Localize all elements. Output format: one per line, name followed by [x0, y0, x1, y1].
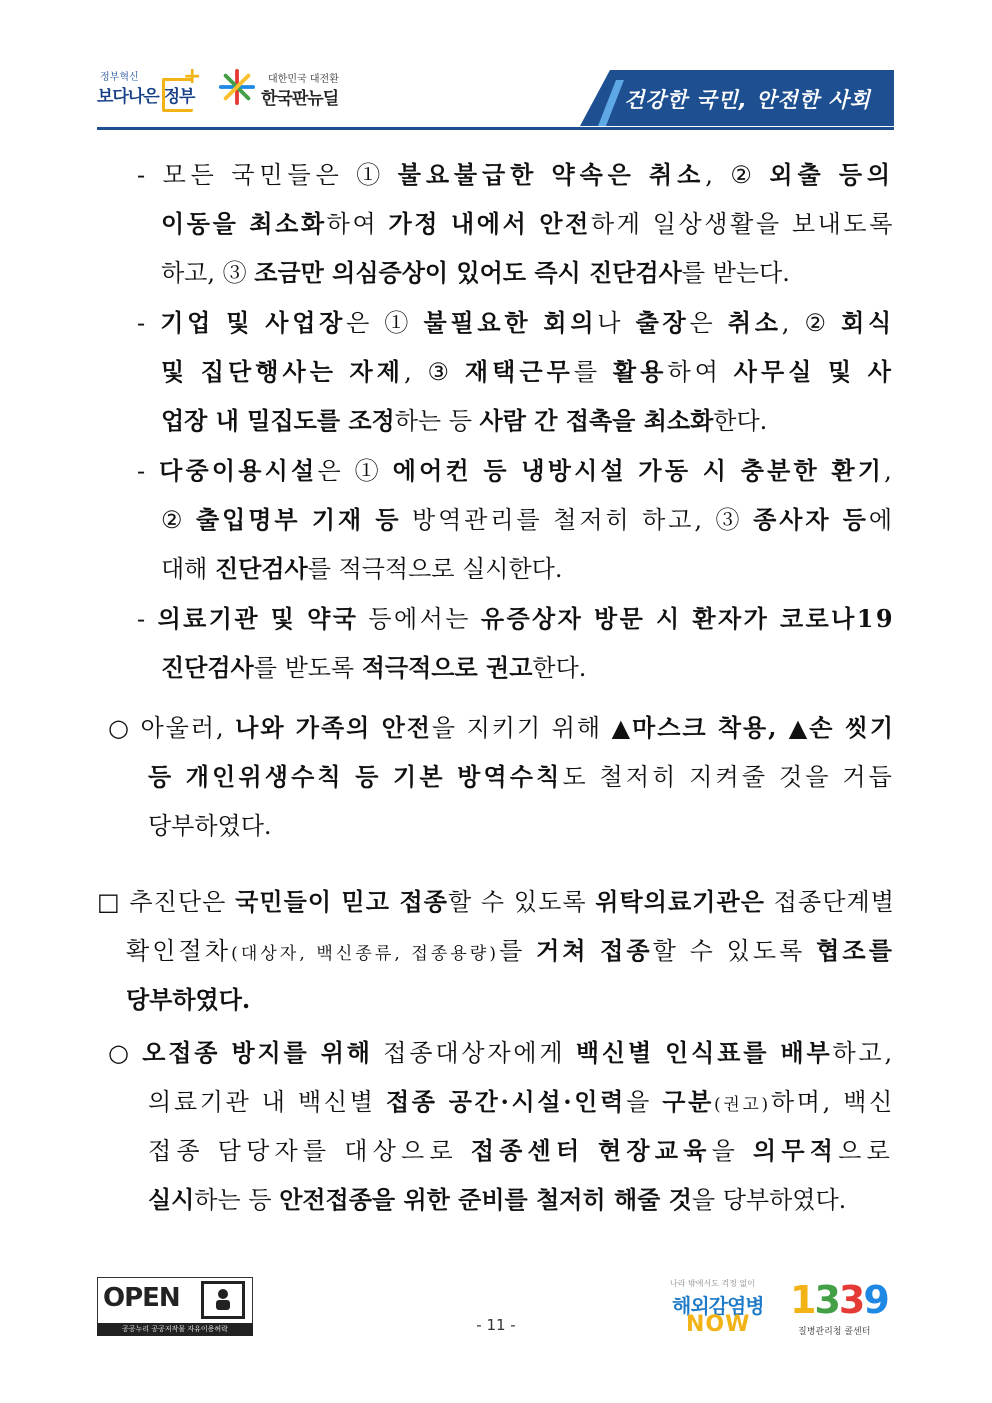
bold-phrase: 국민들이 믿고 접종 — [235, 887, 448, 916]
text-line — [137, 150, 895, 200]
gov-logo-plus-icon: + — [183, 64, 202, 89]
bold-phrase: 접종센터 현장교육 — [470, 1136, 712, 1165]
text-line — [161, 199, 895, 249]
text-run: , ② — [781, 309, 842, 337]
overseas-infection-tagline: 나라 밖에서도 걱정 없이 — [670, 1279, 755, 1288]
text-line — [161, 347, 895, 397]
text-run: - 모든 국민들은 ① — [137, 161, 398, 189]
text-line — [148, 1175, 846, 1225]
header-divider — [97, 127, 894, 130]
text-line — [161, 544, 562, 594]
text-run: 접종대상자에게 — [372, 1039, 576, 1067]
text-line — [161, 643, 586, 693]
open-license-badge — [97, 1277, 253, 1336]
bold-phrase: 외출 등의 — [769, 160, 896, 189]
text-line — [148, 752, 895, 802]
text-run: 한다. — [532, 654, 587, 682]
text-run: , ③ — [404, 358, 465, 386]
text-run: , ② — [705, 161, 770, 189]
paragraph-vaccination-consignment — [0, 877, 992, 1024]
bold-phrase: 출입명부 기재 등 — [196, 505, 402, 534]
bold-phrase: 출장 — [635, 308, 690, 337]
text-run: 하여 — [667, 358, 734, 386]
text-run: 한다. — [713, 407, 768, 435]
bold-phrase: 거쳐 접종 — [536, 936, 653, 965]
text-run: 확인절차 — [126, 937, 232, 965]
paragraph-mis-vaccination-prevention — [0, 1028, 992, 1224]
text-run: 을 — [626, 1088, 663, 1116]
text-run: 를 받는다. — [681, 259, 790, 287]
bold-phrase: 취소 — [727, 308, 782, 337]
text-run: 접종단계별 — [765, 888, 895, 916]
text-run: (권고) — [714, 1095, 771, 1115]
text-run: 하게 일상생활을 보내도록 — [590, 210, 896, 238]
text-line — [97, 877, 895, 927]
slogan-banner — [580, 70, 894, 126]
text-line — [148, 1126, 895, 1176]
bold-phrase: 에어컨 등 냉방시설 가동 시 충분한 환기 — [392, 456, 885, 485]
text-line — [161, 396, 767, 446]
text-run: 은 ① — [346, 309, 424, 337]
bold-phrase: 접종 공간·시설·인력 — [385, 1087, 627, 1116]
bold-phrase: 업장 내 밀집도를 조정 — [161, 406, 395, 435]
text-line — [148, 1077, 895, 1130]
new-deal-title: 한국판뉴딜 — [261, 89, 339, 109]
bold-phrase: 적극적으로 권고 — [361, 653, 533, 682]
text-run: 도 철저히 지켜줄 것을 거듭 — [562, 763, 896, 791]
text-line — [148, 801, 272, 851]
bold-phrase: 구분 — [662, 1087, 715, 1116]
bold-phrase: 의료기관 및 약국 — [157, 604, 359, 633]
overseas-infection-now-logo — [660, 1278, 770, 1340]
bold-phrase: 실시 — [148, 1185, 195, 1214]
text-run: 하는 등 — [194, 1186, 280, 1214]
text-run: 할 수 있도록 — [652, 937, 817, 965]
paragraph-public-facilities — [0, 446, 992, 593]
text-run: 를 — [499, 937, 537, 965]
text-run: 를 적극적으로 실시한다. — [307, 555, 563, 583]
kdca-1339-caption: 질병관리청 콜센터 — [798, 1327, 871, 1337]
text-run: 을 지키기 위해 — [431, 714, 612, 742]
attribution-icon — [201, 1281, 245, 1319]
bold-phrase: 의무적 — [752, 1136, 839, 1165]
text-run: 하여 — [326, 210, 389, 238]
text-run: 의료기관 내 백신별 — [148, 1088, 386, 1116]
bold-phrase: 위탁의료기관은 — [595, 887, 766, 916]
text-run: 방역관리를 철저히 하고, ③ — [401, 506, 754, 534]
text-run: 으로 — [838, 1137, 895, 1165]
text-line — [108, 1028, 895, 1078]
bold-phrase: 조금만 의심증상이 있어도 즉시 진단검사 — [254, 258, 682, 287]
paragraph-personal-hygiene — [0, 703, 992, 850]
text-line — [137, 298, 895, 348]
text-run: 에 — [868, 506, 895, 534]
text-run: (대상자, 백신종류, 접종용량) — [231, 944, 500, 964]
gov-logo-title: 보다나은 정부 — [97, 87, 195, 107]
overseas-infection-now: NOW — [686, 1312, 751, 1337]
bold-phrase: 불필요한 회의 — [423, 308, 598, 337]
text-line — [137, 594, 895, 644]
open-license-caption: 공공누리 공공저작물 자유이용허락 — [97, 1323, 253, 1336]
bold-phrase: 가정 내에서 안전 — [388, 209, 591, 238]
kdca-1339-logo — [790, 1278, 896, 1340]
text-line — [161, 495, 895, 545]
text-line — [126, 975, 250, 1025]
bold-phrase: 진단검사 — [215, 554, 308, 583]
bold-phrase: 활용 — [612, 357, 668, 386]
bold-phrase: 진단검사 — [161, 653, 254, 682]
text-run: 를 받도록 — [253, 654, 362, 682]
text-run: 을 당부하였다. — [691, 1186, 847, 1214]
bold-phrase: 등 개인위생수칙 등 기본 방역수칙 — [148, 762, 563, 791]
bold-phrase: 불요불급한 약속은 취소 — [397, 160, 706, 189]
bold-phrase: 기업 및 사업장 — [160, 308, 347, 337]
bold-phrase: 재택근무 — [464, 357, 574, 386]
bold-phrase: 회식 — [841, 308, 895, 337]
text-run: ○ — [108, 1039, 143, 1067]
text-line — [161, 248, 790, 298]
slogan-text: 건강한 국민, 안전한 사회 — [624, 88, 871, 112]
bold-phrase: 및 집단행사는 자제 — [161, 357, 405, 386]
bold-phrase: ▲마스크 착용, ▲손 씻기 — [611, 713, 896, 742]
text-run: □ 추진단은 — [97, 888, 236, 916]
paragraph-citizens — [0, 150, 992, 297]
overseas-infection-title: 해외감염병 — [672, 1294, 764, 1318]
kdca-1339-number: 1339 — [790, 1278, 888, 1322]
bold-phrase: 다중이용시설 — [159, 456, 318, 485]
text-run: - — [137, 309, 161, 337]
text-run: 은 ① — [317, 457, 393, 485]
text-run: 하고, ③ — [161, 259, 255, 287]
text-run: 을 — [711, 1137, 753, 1165]
page-number: - 11 - — [476, 1316, 516, 1334]
text-line — [137, 446, 895, 496]
text-line — [108, 703, 895, 753]
text-line — [126, 926, 895, 979]
bold-phrase: 나와 가족의 안전 — [235, 713, 432, 742]
new-deal-star-icon — [218, 68, 256, 106]
new-deal-caption: 대한민국 대전환 — [268, 74, 339, 85]
bold-phrase: 사무실 및 사 — [733, 357, 895, 386]
bold-phrase: 당부하였다. — [126, 985, 251, 1014]
text-run: 접종 담당자를 대상으로 — [148, 1137, 471, 1165]
text-run: ② — [161, 506, 197, 534]
korean-new-deal-logo — [218, 62, 358, 112]
paragraph-businesses — [0, 298, 992, 445]
text-run: 할 수 있도록 — [447, 888, 596, 916]
text-run: 대해 — [161, 555, 215, 583]
text-run: 하고, — [832, 1039, 896, 1067]
bold-phrase: 협조를 — [816, 936, 895, 965]
bold-phrase: 유증상자 방문 시 환자가 코로나19 — [480, 604, 895, 633]
text-run: 당부하였다. — [148, 812, 272, 840]
text-run: - — [137, 457, 160, 485]
text-run: 하는 등 — [394, 407, 480, 435]
text-run: 등에서는 — [358, 605, 481, 633]
text-run: 를 — [573, 358, 613, 386]
bold-phrase: 이동을 최소화 — [161, 209, 327, 238]
text-run: , — [884, 457, 895, 485]
gov-innovation-logo — [97, 60, 207, 116]
text-run: 은 — [689, 309, 728, 337]
bold-phrase: 오접종 방지를 위해 — [142, 1038, 373, 1067]
open-license-label: OPEN — [103, 1283, 180, 1313]
text-run: - — [137, 605, 158, 633]
text-run: 하며, 백신 — [770, 1088, 896, 1116]
bold-phrase: 백신별 인식표를 배부 — [575, 1038, 833, 1067]
text-run: ○ 아울러, — [108, 714, 236, 742]
text-run: 나 — [597, 309, 636, 337]
bold-phrase: 종사자 등 — [753, 505, 869, 534]
bold-phrase: 사람 간 접촉을 최소화 — [479, 406, 714, 435]
bold-phrase: 안전접종을 위한 준비를 철저히 해줄 것 — [279, 1185, 692, 1214]
gov-logo-caption: 정부혁신 — [100, 72, 139, 83]
paragraph-medical-institutions — [0, 594, 992, 692]
